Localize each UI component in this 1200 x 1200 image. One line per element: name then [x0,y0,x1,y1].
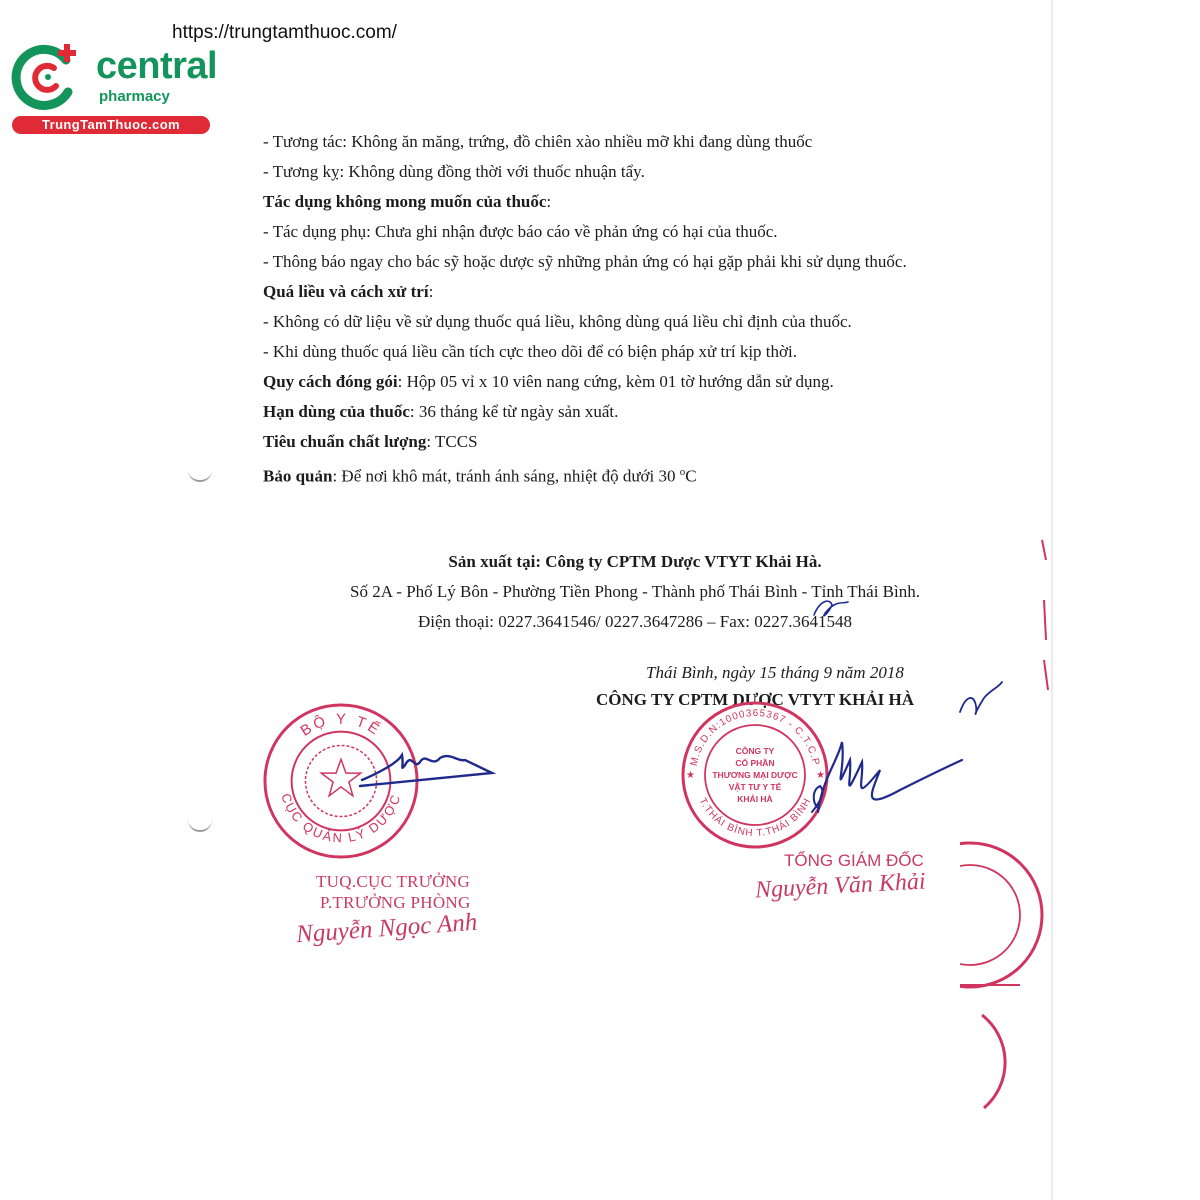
site-badge: TrungTamThuoc.com [12,116,210,134]
svg-text:★: ★ [816,770,825,781]
punch-hole [188,818,212,832]
expiry-label: Hạn dùng của thuốc [263,402,410,421]
punch-hole [188,468,212,482]
stamp-center-line: KHẢI HÀ [737,794,773,804]
side-effect-report-line: - Thông báo ngay cho bác sỹ hoặc dược sỹ những phản ứng có hại gặp phải khi sử dụng thuốc. [263,252,907,271]
overdose-heading-text: Quá liều và cách xử trí [263,282,429,301]
overdose-action-line: - Khi dùng thuốc quá liều cần tích cực theo dõi để có biện pháp xử trí kịp thời. [263,342,797,361]
storage-line [263,457,983,492]
storage-value: : Để nơi khô mát, tránh ánh sáng, nhiệt độ dưới 30 [332,466,680,486]
side-effect-line: - Tác dụng phụ: Chưa ghi nhận được báo cáo về phản ứng có hại của thuốc. [263,222,778,241]
overdose-heading: Quá liều và cách xử trí: [263,282,434,301]
interaction-line: - Tương tác: Không ăn măng, trứng, đồ chiên xào nhiều mỡ khi đang dùng thuốc [263,132,813,151]
central-logo-icon [10,38,86,114]
packaging-label: Quy cách đóng gói [263,372,398,391]
side-effect-heading: Tác dụng không mong muốn của thuốc: [263,192,552,211]
expiry-line [263,397,983,427]
pharmacy-logo [10,38,218,138]
brand-name: central [96,45,218,87]
storage-unit: C [685,466,697,486]
storage-label: Bảo quản [263,466,333,486]
manufacturer-block [240,547,1030,637]
manufacturer-address: Số 2A - Phố Lý Bôn - Phường Tiền Phong - Thành phố Thái Bình - Tỉnh Thái Bình. [350,582,920,601]
stamp-center-line: THƯƠNG MẠI DƯỢC [712,770,798,780]
standard-value: : TCCS [426,432,478,451]
source-url: https://trungtamthuoc.com/ [172,22,397,43]
left-signer-title-2: P.TRƯỞNG PHÒNG [320,893,471,912]
company-stamp-ring-text: M.S.D.N:1000365367 - C.T.C.P [688,707,822,768]
signing-company: CÔNG TY CPTM DƯỢC VTYT KHẢI HÀ [596,690,914,709]
ministry-stamp [262,702,420,860]
manufacturer-name: Sản xuất tại: Công ty CPTM Dược VTYT Khải Hà. [448,552,822,571]
standard-label: Tiêu chuẩn chất lượng [263,432,427,451]
company-stamp [680,700,830,850]
packaging-line [263,367,983,397]
stamp-center-line: CÔNG TY [735,746,775,756]
svg-text:BỘ Y TẾ [298,712,384,740]
side-effect-heading-text: Tác dụng không mong muốn của thuốc [263,192,547,211]
expiry-value: : 36 tháng kể từ ngày sản xuất. [409,402,619,421]
packaging-value: : Hộp 05 vỉ x 10 viên nang cứng, kèm 01 tờ hướng dẫn sử dụng. [397,372,834,391]
signing-date: Thái Bình, ngày 15 tháng 9 năm 2018 [646,663,904,682]
stamp-center-line: VẬT TƯ Y TẾ [728,782,782,792]
standard-line [263,427,983,457]
incompatibility-line: - Tương kỵ: Không dùng đồng thời với thuốc nhuận tẩy. [263,162,645,181]
overdose-line: - Không có dữ liệu về sử dụng thuốc quá liều, không dùng quá liều chỉ định của thuốc. [263,312,852,331]
page-edge [1051,0,1053,1200]
leaflet-body [263,127,983,492]
stamp-center-line: CỔ PHẦN [735,758,775,768]
svg-text:★: ★ [686,770,695,781]
stamp-top-text: BỘ Y TẾ [298,711,384,740]
degree-mark: o [679,466,686,478]
left-signer-title-1: TUQ.CỤC TRƯỞNG [316,872,471,891]
partial-stamp [960,840,1050,1000]
stamp-bottom-text: CỤC QUẢN LÝ DƯỢC [278,791,404,846]
left-signer-name: Nguyễn Ngọc Anh [295,908,479,949]
company-stamp-bottom-text: T.THÁI BÌNH T.THÁI BÌNH [696,796,814,840]
svg-text:CỤC QUẢN LÝ DƯỢC [278,791,403,845]
director-name: Nguyễn Văn Khải [754,868,927,904]
brand-subtitle: pharmacy [99,88,170,105]
manufacturer-phone: Điện thoại: 0227.3641546/ 0227.3647286 – Fax: 0227.3641548 [418,612,852,631]
director-title: TỔNG GIÁM ĐỐC [784,851,924,870]
